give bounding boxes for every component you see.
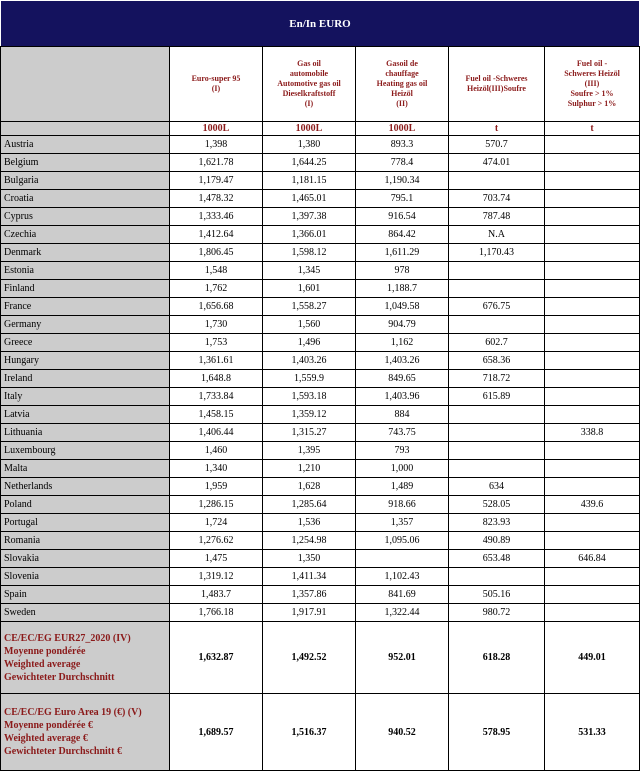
- price-cell: 1,406.44: [170, 424, 263, 442]
- country-name: Belgium: [1, 154, 170, 172]
- country-name: Netherlands: [1, 478, 170, 496]
- price-cell: 823.93: [449, 514, 545, 532]
- price-cell: 1,398: [170, 136, 263, 154]
- header-corner-cell: [1, 47, 170, 122]
- column-title: Fuel oil - Schweres Heizöl (III) Soufre > 1% Sulphur > 1%: [564, 59, 620, 108]
- average-row: [1, 694, 640, 771]
- price-cell: [545, 532, 640, 550]
- price-cell: 1,319.12: [170, 568, 263, 586]
- table-row: [1, 586, 640, 604]
- table-row: [1, 334, 640, 352]
- price-cell: 1,644.25: [263, 154, 356, 172]
- price-cell: 1,357: [356, 514, 449, 532]
- average-value: 952.01: [356, 622, 449, 694]
- price-cell: 1,403.26: [263, 352, 356, 370]
- table-row: [1, 550, 640, 568]
- price-cell: 918.66: [356, 496, 449, 514]
- country-name: Luxembourg: [1, 442, 170, 460]
- column-header: [263, 47, 356, 122]
- country-name: Slovakia: [1, 550, 170, 568]
- price-cell: 1,766.18: [170, 604, 263, 622]
- price-cell: 787.48: [449, 208, 545, 226]
- table-row: [1, 604, 640, 622]
- price-cell: 615.89: [449, 388, 545, 406]
- price-cell: 849.65: [356, 370, 449, 388]
- table-row: [1, 442, 640, 460]
- price-cell: 1,724: [170, 514, 263, 532]
- price-cell: 1,959: [170, 478, 263, 496]
- price-cell: 1,548: [170, 262, 263, 280]
- price-cell: 1,357.86: [263, 586, 356, 604]
- table-row: [1, 208, 640, 226]
- price-cell: 1,611.29: [356, 244, 449, 262]
- price-cell: 1,458.15: [170, 406, 263, 424]
- price-cell: 793: [356, 442, 449, 460]
- price-cell: 1,806.45: [170, 244, 263, 262]
- average-value: 1,632.87: [170, 622, 263, 694]
- table-row: [1, 568, 640, 586]
- price-cell: 1,496: [263, 334, 356, 352]
- price-cell: [545, 280, 640, 298]
- fuel-price-table: [0, 46, 640, 771]
- table-row: [1, 388, 640, 406]
- price-cell: [545, 298, 640, 316]
- price-cell: [545, 208, 640, 226]
- price-cell: 1,210: [263, 460, 356, 478]
- table-row: [1, 262, 640, 280]
- table-title: En/In EURO: [1, 1, 639, 46]
- price-cell: [449, 460, 545, 478]
- table-row: [1, 280, 640, 298]
- price-cell: 1,181.15: [263, 172, 356, 190]
- price-cell: [449, 316, 545, 334]
- table-row: [1, 172, 640, 190]
- column-title: Gasoil de chauffage Heating gas oil Heizöl (II): [376, 59, 428, 108]
- column-header: [449, 47, 545, 122]
- price-cell: [545, 136, 640, 154]
- price-cell: 1,254.98: [263, 532, 356, 550]
- table-row: [1, 136, 640, 154]
- price-cell: 1,322.44: [356, 604, 449, 622]
- price-cell: 841.69: [356, 586, 449, 604]
- table-row: [1, 424, 640, 442]
- country-name: Ireland: [1, 370, 170, 388]
- country-name: Czechia: [1, 226, 170, 244]
- average-value: 618.28: [449, 622, 545, 694]
- column-unit: t: [545, 122, 640, 136]
- price-cell: [545, 334, 640, 352]
- unit-row: [1, 122, 640, 136]
- price-cell: 490.89: [449, 532, 545, 550]
- price-cell: [545, 478, 640, 496]
- price-cell: 1,411.34: [263, 568, 356, 586]
- price-cell: 1,559.9: [263, 370, 356, 388]
- price-cell: [545, 172, 640, 190]
- price-cell: 1,656.68: [170, 298, 263, 316]
- price-cell: [356, 550, 449, 568]
- country-name: Sweden: [1, 604, 170, 622]
- table-row: [1, 298, 640, 316]
- price-cell: 646.84: [545, 550, 640, 568]
- price-cell: 1,095.06: [356, 532, 449, 550]
- price-cell: 1,179.47: [170, 172, 263, 190]
- price-cell: [449, 172, 545, 190]
- table-row: [1, 496, 640, 514]
- country-name: Denmark: [1, 244, 170, 262]
- table-row: [1, 460, 640, 478]
- table-row: [1, 352, 640, 370]
- country-name: Latvia: [1, 406, 170, 424]
- price-cell: [545, 568, 640, 586]
- column-header: [545, 47, 640, 122]
- country-name: Bulgaria: [1, 172, 170, 190]
- column-unit: t: [449, 122, 545, 136]
- price-cell: 1,628: [263, 478, 356, 496]
- country-name: Finland: [1, 280, 170, 298]
- average-label: CE/EC/EG Euro Area 19 (€) (V) Moyenne pondérée € Weighted average € Gewichteter Durchschnitt €: [1, 694, 170, 771]
- price-cell: 1,412.64: [170, 226, 263, 244]
- price-cell: 439.6: [545, 496, 640, 514]
- price-cell: 978: [356, 262, 449, 280]
- price-cell: [545, 604, 640, 622]
- price-cell: 1,162: [356, 334, 449, 352]
- average-value: 1,516.37: [263, 694, 356, 771]
- price-cell: 1,475: [170, 550, 263, 568]
- price-cell: 1,733.84: [170, 388, 263, 406]
- price-cell: 1,762: [170, 280, 263, 298]
- price-cell: [545, 586, 640, 604]
- price-cell: 653.48: [449, 550, 545, 568]
- price-cell: 778.4: [356, 154, 449, 172]
- price-cell: 1,730: [170, 316, 263, 334]
- price-cell: 676.75: [449, 298, 545, 316]
- price-cell: 1,285.64: [263, 496, 356, 514]
- price-cell: 1,478.32: [170, 190, 263, 208]
- column-unit: 1000L: [170, 122, 263, 136]
- country-name: Estonia: [1, 262, 170, 280]
- country-name: Poland: [1, 496, 170, 514]
- price-cell: [545, 460, 640, 478]
- country-name: Hungary: [1, 352, 170, 370]
- price-cell: [545, 352, 640, 370]
- price-cell: 634: [449, 478, 545, 496]
- price-cell: 893.3: [356, 136, 449, 154]
- price-cell: [545, 244, 640, 262]
- average-value: 531.33: [545, 694, 640, 771]
- price-cell: [449, 442, 545, 460]
- table-row: [1, 370, 640, 388]
- price-cell: 703.74: [449, 190, 545, 208]
- price-cell: [449, 424, 545, 442]
- price-cell: 884: [356, 406, 449, 424]
- price-cell: 1,395: [263, 442, 356, 460]
- price-cell: [545, 370, 640, 388]
- price-cell: 1,380: [263, 136, 356, 154]
- country-name: Germany: [1, 316, 170, 334]
- price-cell: 1,170.43: [449, 244, 545, 262]
- price-cell: 1,601: [263, 280, 356, 298]
- price-cell: 1,188.7: [356, 280, 449, 298]
- country-name: Slovenia: [1, 568, 170, 586]
- price-cell: [545, 316, 640, 334]
- price-cell: 1,465.01: [263, 190, 356, 208]
- price-cell: 474.01: [449, 154, 545, 172]
- column-title: Euro-super 95 (I): [191, 74, 241, 93]
- price-cell: 1,359.12: [263, 406, 356, 424]
- price-cell: [545, 226, 640, 244]
- price-cell: 1,917.91: [263, 604, 356, 622]
- price-cell: 1,102.43: [356, 568, 449, 586]
- country-name: Romania: [1, 532, 170, 550]
- country-name: Croatia: [1, 190, 170, 208]
- price-cell: 1,560: [263, 316, 356, 334]
- average-value: 940.52: [356, 694, 449, 771]
- price-cell: 1,397.38: [263, 208, 356, 226]
- price-cell: 1,558.27: [263, 298, 356, 316]
- price-cell: 1,286.15: [170, 496, 263, 514]
- price-cell: 904.79: [356, 316, 449, 334]
- price-cell: 1,460: [170, 442, 263, 460]
- price-cell: N.A: [449, 226, 545, 244]
- price-cell: 1,361.61: [170, 352, 263, 370]
- price-cell: 1,403.96: [356, 388, 449, 406]
- price-cell: 528.05: [449, 496, 545, 514]
- price-cell: [545, 154, 640, 172]
- country-name: Malta: [1, 460, 170, 478]
- average-value: 449.01: [545, 622, 640, 694]
- table-row: [1, 154, 640, 172]
- price-cell: 1,648.8: [170, 370, 263, 388]
- country-name: Spain: [1, 586, 170, 604]
- country-name: Portugal: [1, 514, 170, 532]
- country-name: Lithuania: [1, 424, 170, 442]
- price-cell: 1,190.34: [356, 172, 449, 190]
- price-cell: [449, 262, 545, 280]
- price-cell: 1,621.78: [170, 154, 263, 172]
- table-row: [1, 316, 640, 334]
- price-cell: [545, 406, 640, 424]
- price-cell: 1,536: [263, 514, 356, 532]
- price-cell: 658.36: [449, 352, 545, 370]
- price-cell: 1,753: [170, 334, 263, 352]
- table-row: [1, 406, 640, 424]
- price-cell: 1,366.01: [263, 226, 356, 244]
- price-cell: 1,000: [356, 460, 449, 478]
- price-cell: 1,593.18: [263, 388, 356, 406]
- price-cell: 1,403.26: [356, 352, 449, 370]
- price-cell: 570.7: [449, 136, 545, 154]
- price-cell: 1,333.46: [170, 208, 263, 226]
- country-name: Greece: [1, 334, 170, 352]
- country-name: France: [1, 298, 170, 316]
- column-unit: 1000L: [356, 122, 449, 136]
- price-cell: 864.42: [356, 226, 449, 244]
- price-cell: [545, 388, 640, 406]
- table-row: [1, 478, 640, 496]
- price-cell: [545, 262, 640, 280]
- average-label: CE/EC/EG EUR27_2020 (IV) Moyenne pondérée Weighted average Gewichteter Durchschnitt: [1, 622, 170, 694]
- price-cell: 1,049.58: [356, 298, 449, 316]
- price-cell: 718.72: [449, 370, 545, 388]
- price-cell: 1,276.62: [170, 532, 263, 550]
- average-value: 578.95: [449, 694, 545, 771]
- country-name: Cyprus: [1, 208, 170, 226]
- price-cell: 1,598.12: [263, 244, 356, 262]
- average-value: 1,689.57: [170, 694, 263, 771]
- price-cell: [545, 190, 640, 208]
- table-row: [1, 532, 640, 550]
- price-cell: 1,345: [263, 262, 356, 280]
- price-cell: [449, 280, 545, 298]
- price-cell: [545, 442, 640, 460]
- price-cell: 505.16: [449, 586, 545, 604]
- table-row: [1, 244, 640, 262]
- price-cell: 1,489: [356, 478, 449, 496]
- price-cell: 980.72: [449, 604, 545, 622]
- price-cell: 743.75: [356, 424, 449, 442]
- average-row: [1, 622, 640, 694]
- country-name: Italy: [1, 388, 170, 406]
- column-header-row: [1, 47, 640, 122]
- table-row: [1, 190, 640, 208]
- unit-corner-cell: [1, 122, 170, 136]
- table-row: [1, 226, 640, 244]
- price-cell: [449, 568, 545, 586]
- price-cell: [449, 406, 545, 424]
- column-title: Fuel oil -Schweres Heizöl(III)Soufre: [465, 74, 528, 93]
- table-row: [1, 514, 640, 532]
- column-unit: 1000L: [263, 122, 356, 136]
- average-value: 1,492.52: [263, 622, 356, 694]
- price-cell: 1,350: [263, 550, 356, 568]
- price-cell: [545, 514, 640, 532]
- price-cell: 795.1: [356, 190, 449, 208]
- column-title: Gas oil automobile Automotive gas oil Dieselkraftstoff (I): [277, 59, 341, 108]
- price-cell: 338.8: [545, 424, 640, 442]
- price-cell: 1,315.27: [263, 424, 356, 442]
- price-cell: 1,483.7: [170, 586, 263, 604]
- column-header: [356, 47, 449, 122]
- country-name: Austria: [1, 136, 170, 154]
- price-cell: 916.54: [356, 208, 449, 226]
- price-cell: 602.7: [449, 334, 545, 352]
- column-header: [170, 47, 263, 122]
- price-cell: 1,340: [170, 460, 263, 478]
